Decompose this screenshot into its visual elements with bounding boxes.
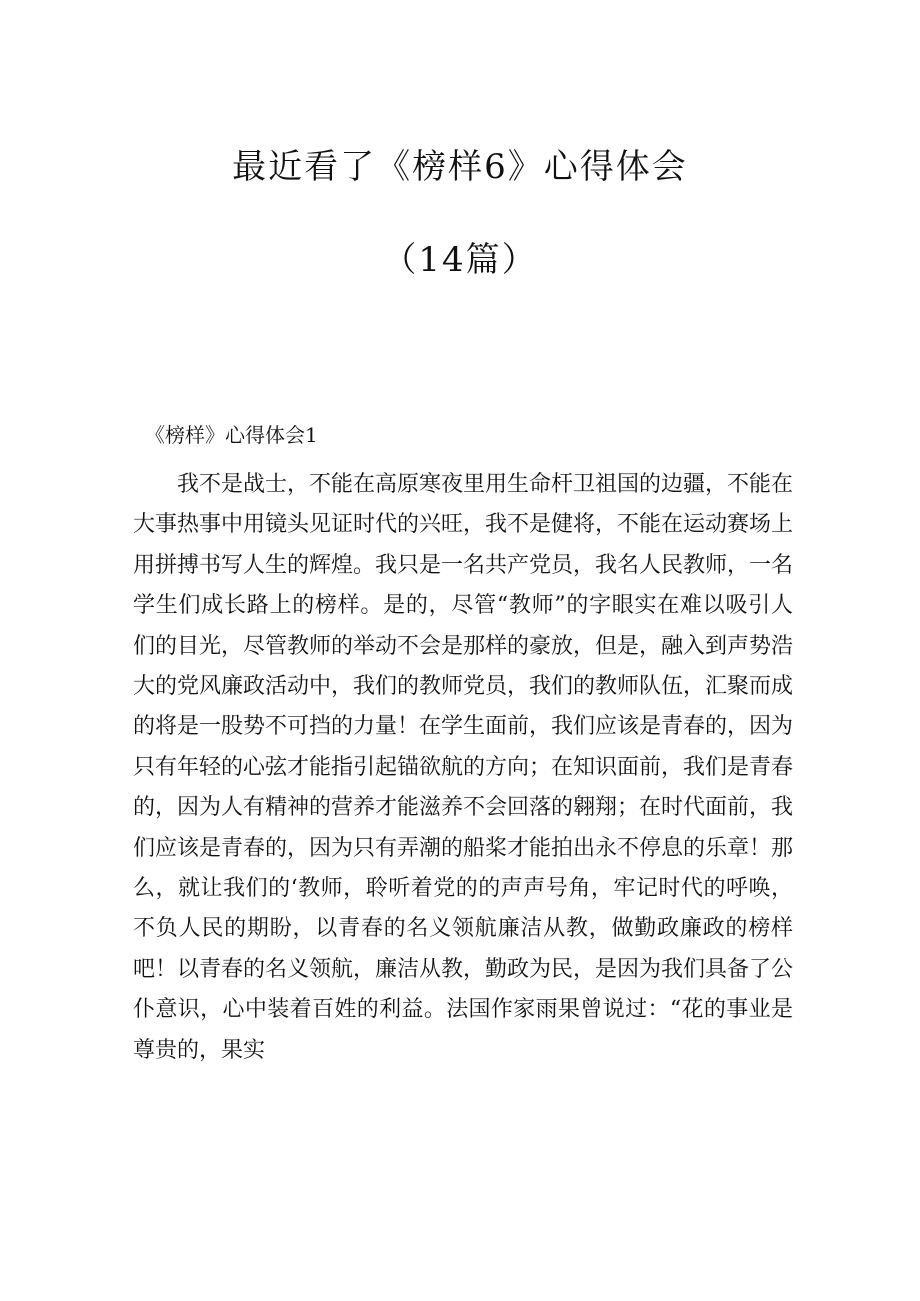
document-title: 最近看了《榜样6》心得体会 [232,147,688,187]
document-subtitle: （14篇） [382,240,538,280]
section-heading: 《榜样》心得体会1 [145,423,318,447]
section-body-paragraph: 我不是战士，不能在高原寒夜里用生命杆卫祖国的边疆，不能在大事热事中用镜头见证时代的兴旺，我不是健将，不能在运动赛场上用拼搏书写人生的辉煌。我只是一名共产党员，我名人民教师，一名学生们成长路上的榜样。是的，尽管“教师”的字眼实在难以吸引人们的目光，尽管教师的举动不会是那样的豪放，但是，融入到声势浩大的党风廉政活动中，我们的教师党员，我们的教师队伍，汇聚而成的将是一股势不可挡的力量！在学生面前，我们应该是青春的，因为只有年轻的心弦才能指引起锚欲航的方向；在知识面前，我们是青春的，因为人有精神的营养才能滋养不会回落的翱翔；在时代面前，我们应该是青春的，因为只有弄潮的船桨才能拍出永不停息的乐章！那么，就让我们的‘教师，聆听着党的的声声号角，牢记时代的呼唤，不负人民的期盼，以青春的名义领航廉洁从教，做勤政廉政的榜样吧！以青春的名义领航，廉洁从教，勤政为民，是因为我们具备了公仆意识，心中装着百姓的利益。法国作家雨果曾说过：“花的事业是尊贵的，果实 [133,472,794,1063]
